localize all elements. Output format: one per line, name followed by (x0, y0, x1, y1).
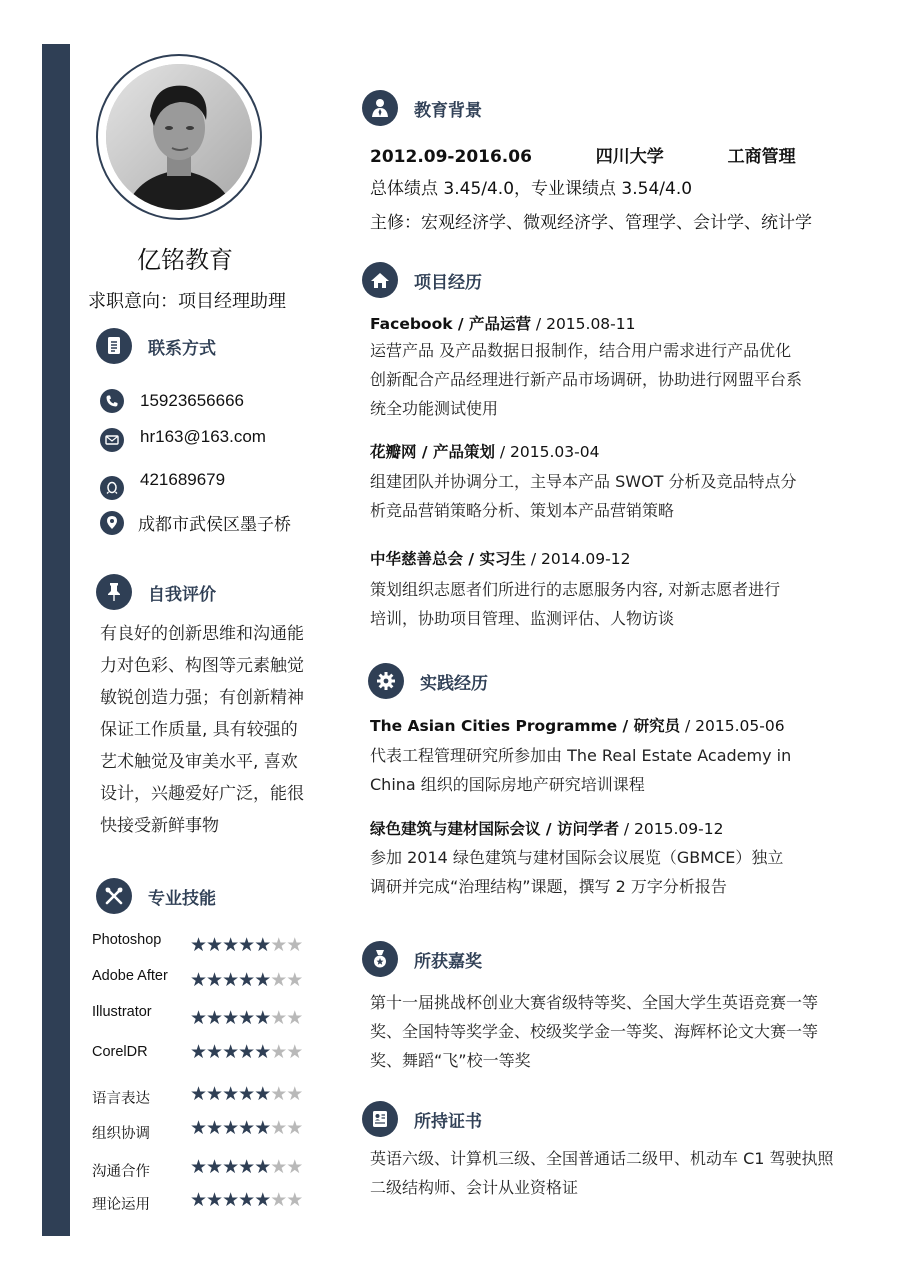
practice-date: / 2015.09-12 (618, 820, 724, 838)
star-empty-icon: ★ (286, 968, 303, 991)
text-line: 英语六级、计算机三级、全国普通话二级甲、机动车 C1 驾驶执照 (370, 1149, 834, 1168)
star-filled-icon: ★ (254, 1188, 271, 1211)
location-pin-icon (100, 511, 124, 535)
skill-name: 理论运用 (92, 1196, 150, 1213)
education-major: 工商管理 (727, 147, 796, 167)
practice-date: / 2015.05-06 (680, 717, 785, 735)
star-filled-icon: ★ (206, 1188, 223, 1211)
star-filled-icon: ★ (190, 1040, 207, 1063)
project-header (370, 440, 599, 462)
contact-phone (100, 389, 244, 413)
practice-description (370, 843, 783, 901)
text-line: 运营产品 及产品数据日报制作，结合用户需求进行产品优化 (370, 341, 792, 360)
star-filled-icon: ★ (222, 1155, 239, 1178)
skill-rating (190, 1188, 303, 1211)
text-line: 代表工程管理研究所参加由 The Real Estate Academy in (370, 746, 792, 765)
education-gpa: 总体绩点 3.45/4.0，专业课绩点 3.54/4.0 (370, 179, 693, 199)
star-filled-icon: ★ (206, 1155, 223, 1178)
text-line: 策划组织志愿者们所进行的志愿服务内容, 对新志愿者进行 (370, 580, 781, 599)
star-filled-icon: ★ (222, 968, 239, 991)
star-empty-icon: ★ (286, 1116, 303, 1139)
star-filled-icon: ★ (254, 1082, 271, 1105)
star-filled-icon: ★ (238, 968, 255, 991)
section-certificates (362, 1101, 482, 1137)
star-empty-icon: ★ (286, 1155, 303, 1178)
project-org: 花瓣网 / 产品策划 (370, 443, 495, 461)
star-filled-icon: ★ (222, 933, 239, 956)
star-empty-icon: ★ (286, 1188, 303, 1211)
star-empty-icon: ★ (270, 1082, 287, 1105)
star-filled-icon: ★ (190, 1082, 207, 1105)
skill-row (92, 1188, 322, 1212)
self-evaluation-text (100, 618, 326, 842)
text-line: 奖、舞蹈“飞”校一等奖 (370, 1051, 531, 1070)
star-filled-icon: ★ (238, 1040, 255, 1063)
text-line: China 组织的国际房地产研究培训课程 (370, 775, 645, 794)
text-line: 保证工作质量, 具有较强的 (100, 720, 298, 740)
certificates-text (370, 1144, 834, 1202)
sidebar-accent-bar (42, 44, 70, 1236)
star-empty-icon: ★ (270, 1155, 287, 1178)
section-title: 自我评价 (148, 584, 216, 605)
phone-number: 15923656666 (140, 391, 245, 410)
skill-row (92, 964, 322, 991)
project-date: / 2014.09-12 (525, 550, 631, 568)
project-description (370, 575, 780, 633)
star-filled-icon: ★ (254, 968, 271, 991)
practice-description (370, 741, 791, 799)
text-line: 参加 2014 绿色建筑与建材国际会议展览（GBMCE）独立 (370, 848, 784, 867)
star-filled-icon: ★ (222, 1116, 239, 1139)
star-filled-icon: ★ (238, 933, 255, 956)
section-practice (368, 663, 488, 699)
star-empty-icon: ★ (270, 1116, 287, 1139)
star-empty-icon: ★ (286, 1040, 303, 1063)
contact-qq (100, 468, 225, 500)
section-education (362, 90, 482, 126)
section-title: 实践经历 (420, 673, 488, 694)
contact-address (100, 510, 291, 535)
project-description (370, 336, 802, 423)
skill-rating (190, 1006, 303, 1029)
education-period: 2012.09-2016.06 (370, 147, 532, 167)
star-filled-icon: ★ (254, 1155, 271, 1178)
text-line: 调研并完成“治理结构”课题，撰写 2 万字分析报告 (370, 877, 727, 896)
star-filled-icon: ★ (206, 1006, 223, 1029)
skill-row (92, 1155, 322, 1179)
text-line: 统全功能测试使用 (370, 399, 499, 418)
text-line: 创新配合产品经理进行新产品市场调研，协助进行网盟平台系 (370, 370, 803, 389)
skill-name: 语言表达 (92, 1090, 150, 1107)
skill-rating (190, 933, 303, 956)
star-filled-icon: ★ (190, 933, 207, 956)
section-title: 专业技能 (148, 888, 216, 909)
star-filled-icon: ★ (206, 968, 223, 991)
text-line: 组建团队并协调分工，主导本产品 SWOT 分析及竞品特点分 (370, 472, 797, 491)
skill-row (92, 1000, 322, 1029)
star-filled-icon: ★ (238, 1082, 255, 1105)
project-org: 中华慈善总会 / 实习生 (370, 550, 526, 568)
star-filled-icon: ★ (238, 1006, 255, 1029)
star-filled-icon: ★ (222, 1040, 239, 1063)
education-courses: 主修：宏观经济学、微观经济学、管理学、会计学、统计学 (370, 213, 812, 233)
section-title: 教育背景 (414, 100, 482, 121)
education-school: 四川大学 (595, 147, 664, 167)
star-filled-icon: ★ (190, 1116, 207, 1139)
skill-name: CorelDR (92, 1044, 148, 1060)
email-address: hr163@163.com (140, 427, 266, 446)
section-skills (96, 878, 216, 914)
project-header (370, 547, 630, 569)
tools-icon (96, 878, 132, 914)
awards-text (370, 988, 818, 1075)
qq-number: 421689679 (140, 470, 226, 489)
star-filled-icon: ★ (206, 933, 223, 956)
section-contact (96, 328, 216, 364)
star-filled-icon: ★ (238, 1116, 255, 1139)
star-filled-icon: ★ (206, 1116, 223, 1139)
project-date: / 2015.08-11 (531, 315, 636, 333)
skill-name: 沟通合作 (92, 1163, 150, 1180)
star-empty-icon: ★ (270, 1006, 287, 1029)
project-date: / 2015.03-04 (494, 443, 600, 461)
skill-row (92, 1082, 322, 1106)
avatar (96, 54, 262, 220)
star-empty-icon: ★ (286, 1082, 303, 1105)
graduate-person-icon (362, 90, 398, 126)
practice-org: 绿色建筑与建材国际会议 / 访问学者 (370, 820, 619, 838)
star-empty-icon: ★ (270, 933, 287, 956)
practice-header (370, 817, 723, 839)
phone-icon (100, 389, 124, 413)
house-icon (362, 262, 398, 298)
skill-row (92, 1040, 322, 1064)
section-projects (362, 262, 482, 298)
skill-rating (190, 1155, 303, 1178)
text-line: 奖、全国特等奖学金、校级奖学金一等奖、海辉杯论文大赛一等 (370, 1022, 819, 1041)
star-empty-icon: ★ (286, 933, 303, 956)
star-filled-icon: ★ (222, 1188, 239, 1211)
section-title: 所获嘉奖 (414, 951, 482, 972)
text-line: 第十一届挑战杯创业大赛省级特等奖、全国大学生英语竞赛一等 (370, 993, 819, 1012)
project-header (370, 312, 636, 334)
gear-icon (368, 663, 404, 699)
star-filled-icon: ★ (238, 1188, 255, 1211)
education-header (370, 142, 796, 167)
text-line: 析竞品营销策略分析、策划本产品营销策略 (370, 501, 675, 520)
email-icon (100, 428, 124, 452)
text-line: 力对色彩、构图等元素触觉 (100, 656, 304, 676)
address: 成都市武侯区墨子桥 (138, 515, 291, 534)
star-filled-icon: ★ (190, 1155, 207, 1178)
skill-rating (190, 968, 303, 991)
skill-name: Adobe After (92, 968, 168, 984)
pushpin-icon (96, 574, 132, 610)
text-line: 艺术触觉及审美水平, 喜欢 (100, 752, 298, 772)
contact-email (100, 428, 266, 452)
skill-row (92, 1116, 322, 1140)
star-filled-icon: ★ (238, 1155, 255, 1178)
star-filled-icon: ★ (254, 933, 271, 956)
star-filled-icon: ★ (254, 1006, 271, 1029)
section-awards (362, 941, 482, 977)
document-icon (96, 328, 132, 364)
star-empty-icon: ★ (270, 968, 287, 991)
section-title: 所持证书 (414, 1111, 482, 1132)
skill-rating (190, 1082, 303, 1105)
star-filled-icon: ★ (206, 1040, 223, 1063)
certificate-icon (362, 1101, 398, 1137)
job-intent: 求职意向：项目经理助理 (88, 291, 286, 312)
practice-header (370, 714, 785, 736)
star-filled-icon: ★ (206, 1082, 223, 1105)
skill-rating (190, 1040, 303, 1063)
section-title: 项目经历 (414, 272, 482, 293)
star-empty-icon: ★ (270, 1040, 287, 1063)
text-line: 有良好的创新思维和沟通能 (100, 624, 304, 644)
text-line: 培训，协助项目管理、监测评估、人物访谈 (370, 609, 675, 628)
qq-icon (100, 476, 124, 500)
star-filled-icon: ★ (222, 1006, 239, 1029)
skill-name: Illustrator (92, 1004, 152, 1020)
star-empty-icon: ★ (286, 1006, 303, 1029)
project-org: Facebook / 产品运营 (370, 315, 531, 333)
skill-name: Photoshop (92, 932, 162, 948)
practice-org: The Asian Cities Programme / 研究员 (370, 717, 681, 735)
star-empty-icon: ★ (270, 1188, 287, 1211)
star-filled-icon: ★ (254, 1116, 271, 1139)
text-line: 二级结构师、会计从业资格证 (370, 1178, 579, 1197)
medal-icon (362, 941, 398, 977)
skill-rating (190, 1116, 303, 1139)
skill-row (92, 928, 322, 956)
star-filled-icon: ★ (190, 1188, 207, 1211)
star-filled-icon: ★ (190, 968, 207, 991)
star-filled-icon: ★ (254, 1040, 271, 1063)
star-filled-icon: ★ (190, 1006, 207, 1029)
section-title: 联系方式 (148, 338, 216, 359)
section-self-evaluation (96, 574, 216, 610)
star-filled-icon: ★ (222, 1082, 239, 1105)
text-line: 设计，兴趣爱好广泛，能很 (100, 784, 304, 804)
project-description (370, 467, 797, 525)
text-line: 敏锐创造力强；有创新精神 (100, 688, 304, 708)
text-line: 快接受新鲜事物 (100, 816, 219, 836)
skill-name: 组织协调 (92, 1125, 150, 1142)
candidate-name: 亿铭教育 (137, 246, 233, 274)
